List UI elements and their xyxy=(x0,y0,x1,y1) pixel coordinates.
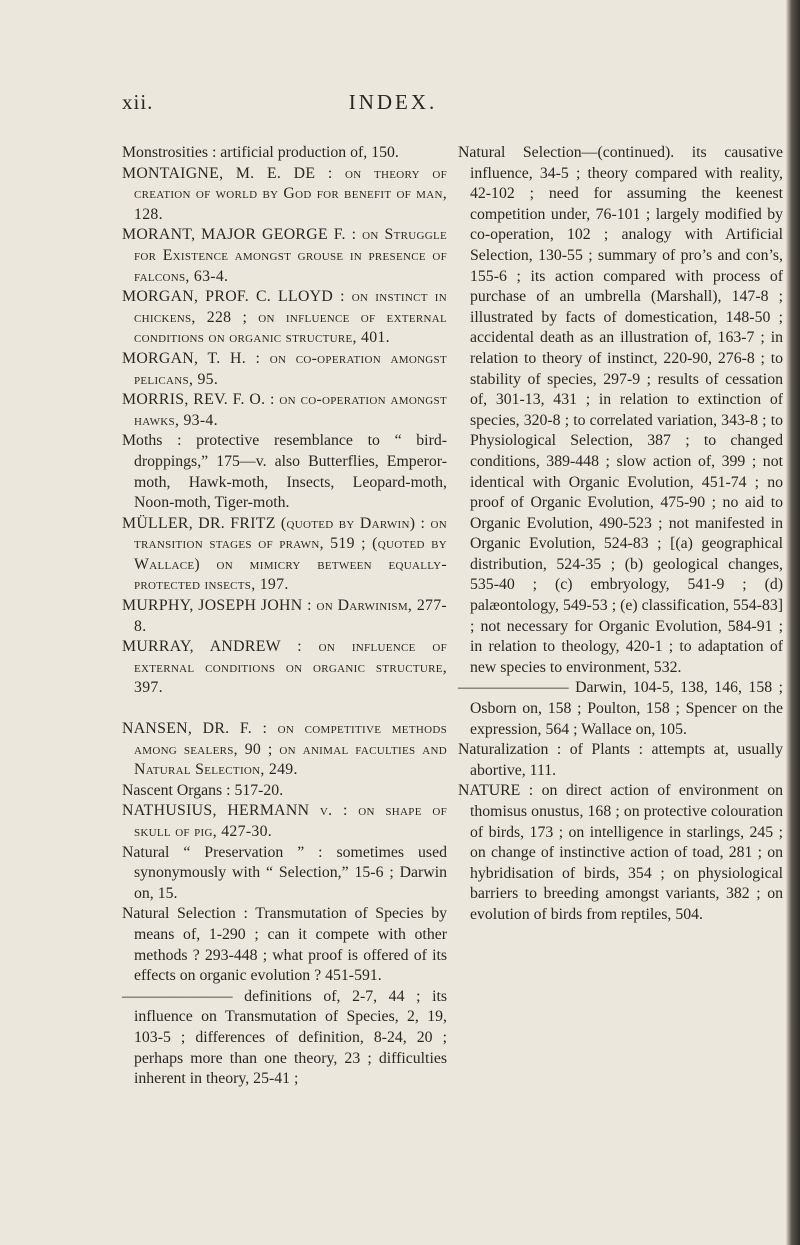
index-entry: MORANT, MAJOR GEORGE F. : on Struggle for Existence amongst grouse in presence of falcons, 63-4. xyxy=(122,226,447,285)
index-entry: NATURE : on direct action of environment on thomisus onustus, 168 ; on protective colouration of birds, 173 ; on intelligence in starlings, 245 ; on change of instinctive action of toad, 281 ; on hybridisation of birds, 354 ; on physiological barriers to breeding amongst variants, 382 ; on evolution of birds from reptiles, 504. xyxy=(458,782,783,923)
index-entry: Natural Selection : Transmutation of Species by means of, 1-290 ; can it compete with other methods ? 293-448 ; what proof is offered of its effects on organic evolution ? 451-591. xyxy=(122,905,447,985)
index-entry: Natural Selection—(continued). its causative influence, 34-5 ; theory compared with reality, 42-102 ; need for assuming the keenest competition under, 76-101 ; largely modified by co-operation, 102 ; analogy with Artificial Selection, 130-55 ; summary of pro’s and con’s, 155-6 ; its action compared with process of purchase of an umbrella (Marshall), 147-8 ; illustrated by facts of domestication, 148-50 ; accidental death as an illustration of, 163-7 ; in relation to theory of instinct, 220-90, 276-8 ; to stability of species, 297-9 ; results of cessation of, 301-13, 431 ; in relation to extinction of species, 320-8 ; to correlated variation, 343-8 ; to Physiological Selection, 387 ; to changed conditions, 389-448 ; slow action of, 399 ; not identical with Organic Evolution, 451-74 ; no proof of Organic Evolution, 475-90 ; no aid to Organic Evolution, 490-523 ; not manifested in Organic Evolution, 524-83 ; [(a) geographical distribution, 524-35 ; (b) geological changes, 535-40 ; (c) embryology, 541-9 ; (d) palæontology, 549-53 ; (e) classification, 554-83] ; not necessary for Organic Evolution, 584-91 ; in relation to theology, 420-1 ; to adaptation of new species to environment, 532. xyxy=(458,144,783,676)
index-entry: NANSEN, DR. F. : on competitive methods among sealers, 90 ; on animal faculties and Natural Selection, 249. xyxy=(122,720,447,779)
index-entry: MÜLLER, DR. FRITZ (quoted by Darwin) : on transition stages of prawn, 519 ; (quoted by Wallace) on mimicry between equally-protected insects, 197. xyxy=(122,514,447,594)
page-header xyxy=(0,90,786,130)
index-entry: Nascent Organs : 517-20. xyxy=(122,781,284,799)
index-entry: Natural “ Preservation ” : sometimes used synonymously with “ Selection,” 15-6 ; Darwin on, 15. xyxy=(122,843,447,902)
index-entry: MURPHY, JOSEPH JOHN : on Darwinism, 277-8. xyxy=(122,597,447,635)
index-entry: MORRIS, REV. F. O. : on co-operation amongst hawks, 93-4. xyxy=(122,391,447,429)
index-entry: ——————— definitions of, 2-7, 44 ; its influence on Transmutation of Species, 2, 19, 103-5 ; differences of definition, 8-24, 20 ; perhaps more than one theory, 23 ; difficulties inherent in theory, 25-41 ; xyxy=(122,987,447,1088)
index-entry: NATHUSIUS, HERMANN v. : on shape of skull of pig, 427-30. xyxy=(122,802,447,840)
index-entry: ——————— Darwin, 104-5, 138, 146, 158 ; Osborn on, 158 ; Poulton, 158 ; Spencer on the expression, 564 ; Wallace on, 105. xyxy=(458,679,783,738)
right-column xyxy=(458,143,783,926)
index-entry: MURRAY, ANDREW : on influence of external conditions on organic structure, 397. xyxy=(122,638,447,697)
index-entry: MORGAN, T. H. : on co-operation amongst pelicans, 95. xyxy=(122,349,447,388)
index-entry: MORGAN, PROF. C. LLOYD : on instinct in chickens, 228 ; on influence of external conditions on organic structure, 401. xyxy=(122,288,447,347)
index-entry: Monstrosities : artificial production of, 150. xyxy=(122,144,399,161)
index-entry: MONTAIGNE, M. E. DE : on theory of creation of world by God for benefit of man, 128. xyxy=(122,164,447,223)
page-title: INDEX. xyxy=(348,90,438,114)
index-entry: Moths : protective resemblance to “ bird-droppings,” 175—v. also Butterflies, Emperor-moth, Hawk-moth, Insects, Leopard-moth, Noon-moth, Tiger-moth. xyxy=(122,432,447,512)
page-edge-shadow xyxy=(786,0,800,1245)
index-entry: Naturalization : of Plants : attempts at, usually abortive, 111. xyxy=(458,741,783,779)
left-column xyxy=(122,143,447,1090)
page-number: xii. xyxy=(122,90,154,114)
